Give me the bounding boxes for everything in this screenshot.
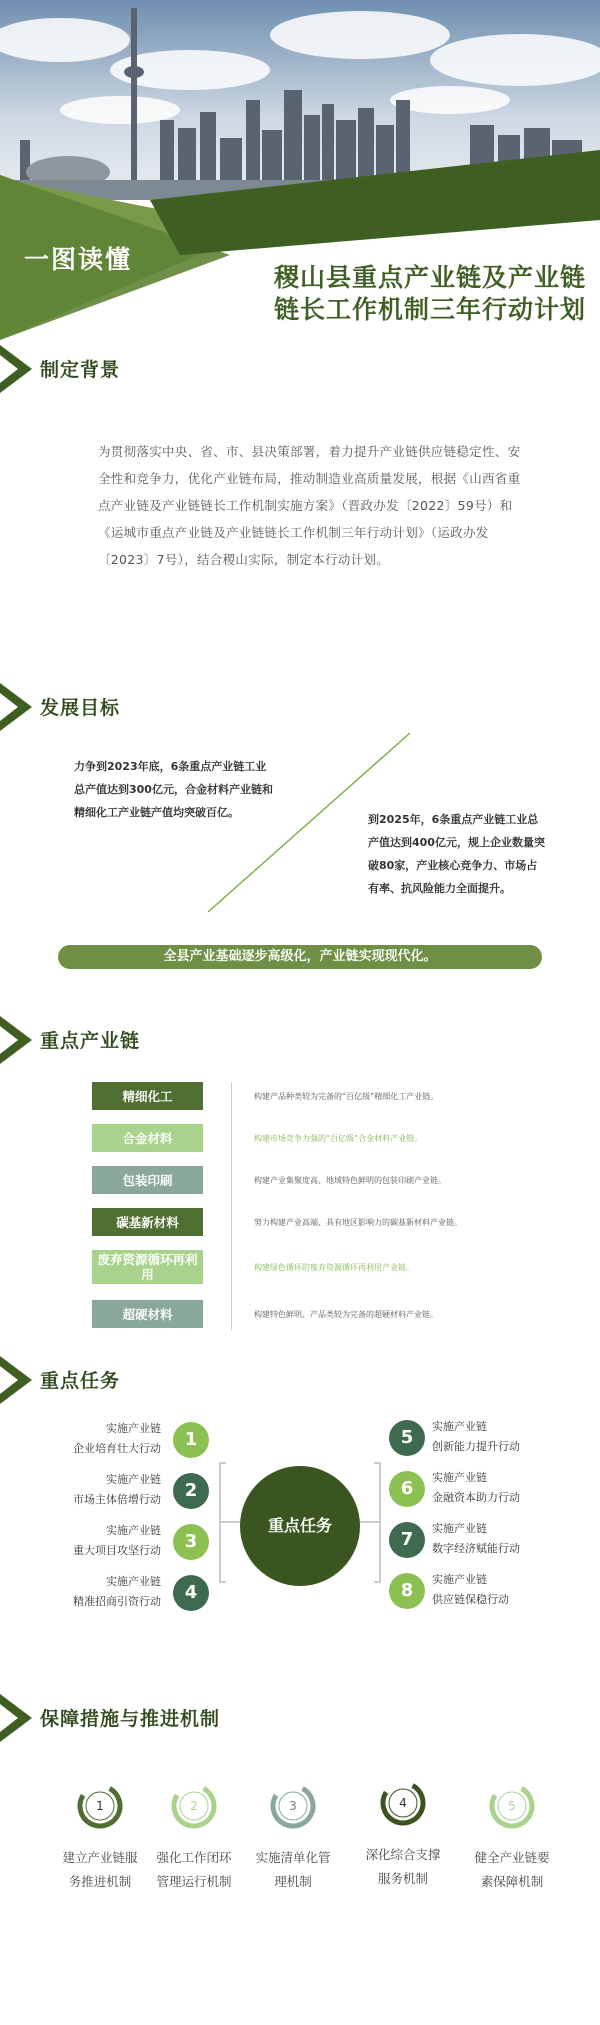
task-number: 1	[173, 1422, 209, 1458]
goal-summary-bar: 全县产业基础逐步高级化，产业链实现现代化。	[58, 945, 542, 969]
chain-description: 构建产业集聚度高、地域特色鲜明的包装印刷产业链。	[254, 1176, 446, 1185]
measure-line: 服务机制	[377, 1871, 428, 1886]
section-header-goals	[0, 683, 600, 731]
title-line-1: 稷山县重点产业链及产业链	[273, 263, 586, 292]
task-line: 实施产业链	[432, 1420, 487, 1433]
measure-label	[243, 1846, 343, 1894]
measure-line: 建立产业链服	[62, 1850, 138, 1865]
chain-label: 包装印刷	[92, 1166, 203, 1194]
task-line: 供应链保稳行动	[432, 1593, 509, 1606]
section-header-chains	[0, 1016, 600, 1064]
hero-banner	[0, 0, 600, 340]
measure-ring	[489, 1783, 535, 1829]
task-label	[41, 1521, 161, 1561]
chevron-icon	[0, 1356, 40, 1404]
measure-line: 管理运行机制	[156, 1874, 232, 1889]
measure-label	[144, 1846, 244, 1894]
task-label	[41, 1572, 161, 1612]
measure-line: 深化综合支撑	[365, 1847, 441, 1862]
measure-number: 2	[190, 1799, 198, 1813]
section-title: 保障措施与推进机制	[40, 1708, 221, 1730]
chevron-icon	[0, 683, 40, 731]
chain-label: 碳基新材料	[92, 1208, 203, 1236]
task-number: 4	[173, 1575, 209, 1611]
task-line: 实施产业链	[106, 1524, 161, 1537]
task-line: 精准招商引资行动	[73, 1595, 161, 1608]
chevron-icon	[0, 1016, 40, 1064]
task-line: 实施产业链	[106, 1575, 161, 1588]
measure-line: 实施清单化管	[255, 1850, 331, 1865]
task-label	[432, 1570, 552, 1610]
task-number: 6	[389, 1471, 425, 1507]
task-line: 创新能力提升行动	[432, 1440, 520, 1453]
task-number: 2	[173, 1473, 209, 1509]
measure-number: 3	[289, 1799, 297, 1813]
task-line: 实施产业链	[432, 1522, 487, 1535]
task-label	[432, 1468, 552, 1508]
goal-2025: 到2025年，6条重点产业链工业总产值达到400亿元，规上企业数量突破80家，产业核心竞争力、市场占有率、抗风险能力全面提升。	[368, 813, 545, 895]
measure-line: 健全产业链要	[474, 1850, 550, 1865]
section-header-background	[0, 345, 600, 393]
task-number: 5	[389, 1420, 425, 1456]
task-number: 7	[389, 1522, 425, 1558]
measure-ring	[77, 1783, 123, 1829]
section-title: 重点产业链	[40, 1030, 141, 1052]
task-line: 实施产业链	[106, 1473, 161, 1486]
measure-label	[462, 1846, 562, 1894]
measure-ring	[270, 1783, 316, 1829]
chain-label: 合金材料	[92, 1124, 203, 1152]
chain-description: 构建绿色循环的废弃资源循环再利用产业链。	[254, 1263, 414, 1272]
measure-line: 强化工作闭环	[156, 1850, 232, 1865]
task-line: 实施产业链	[106, 1422, 161, 1435]
task-line: 重大项目攻坚行动	[73, 1544, 161, 1557]
page-title	[274, 262, 586, 326]
task-number: 8	[389, 1573, 425, 1609]
measure-label	[353, 1843, 453, 1891]
hero-tag: 一图读懂	[24, 245, 133, 274]
task-label	[41, 1470, 161, 1510]
background-paragraph: 为贯彻落实中央、省、市、县决策部署，着力提升产业链供应链稳定性、安全性和竞争力，优化产业链布局，推动制造业高质量发展，根据《山西省重点产业链及产业链链长工作机制实施方案》（晋政办发〔2022〕59号）和《运城市重点产业链及产业链链长工作机制三年行动计划》（运政办发〔2023〕7号），结合稷山实际，制定本行动计划。	[98, 444, 521, 567]
chain-description: 构建特色鲜明、产品类较为完备的超硬材料产业链。	[254, 1310, 438, 1319]
measure-line: 务推进机制	[68, 1874, 132, 1889]
task-label	[432, 1417, 552, 1457]
measure-line: 理机制	[274, 1874, 312, 1889]
measure-line: 素保障机制	[480, 1874, 544, 1889]
chevron-icon	[0, 345, 40, 393]
chain-label: 精细化工	[92, 1082, 203, 1110]
section-title: 制定背景	[40, 359, 121, 381]
section-header-measures	[0, 1694, 600, 1742]
title-line-2: 链长工作机制三年行动计划	[273, 295, 586, 324]
task-line: 企业培育壮大行动	[73, 1442, 161, 1455]
task-line: 金融资本助力行动	[432, 1491, 520, 1504]
task-line: 实施产业链	[432, 1471, 487, 1484]
measure-label	[50, 1846, 150, 1894]
measure-ring	[380, 1780, 426, 1826]
task-number: 3	[173, 1524, 209, 1560]
chain-description: 努力构建产业高端、具有地区影响力的碳基新材料产业链。	[254, 1218, 462, 1227]
task-line: 数字经济赋能行动	[432, 1542, 520, 1555]
task-line: 实施产业链	[432, 1573, 487, 1586]
task-label	[41, 1419, 161, 1459]
chain-description: 构建产品种类较为完备的“百亿级”精细化工产业链。	[254, 1092, 439, 1101]
chain-label: 超硬材料	[92, 1300, 203, 1328]
measure-ring	[171, 1783, 217, 1829]
measure-number: 5	[508, 1799, 516, 1813]
chain-description: 构建市场竞争力强的“百亿级”合金材料产业链。	[254, 1134, 423, 1143]
chain-divider	[231, 1082, 232, 1330]
chain-label: 废弃资源循环再利用	[92, 1250, 203, 1284]
measure-number: 4	[399, 1796, 407, 1810]
task-line: 市场主体倍增行动	[73, 1493, 161, 1506]
measure-number: 1	[96, 1799, 104, 1813]
chevron-icon	[0, 1694, 40, 1742]
task-label	[432, 1519, 552, 1559]
section-title: 发展目标	[40, 697, 121, 719]
section-header-tasks	[0, 1356, 600, 1404]
goal-2023: 力争到2023年底，6条重点产业链工业总产值达到300亿元，合金材料产业链和精细化工产业链产值均突破百亿。	[74, 760, 273, 819]
section-title: 重点任务	[40, 1370, 121, 1392]
tasks-center-circle: 重点任务	[240, 1466, 360, 1586]
